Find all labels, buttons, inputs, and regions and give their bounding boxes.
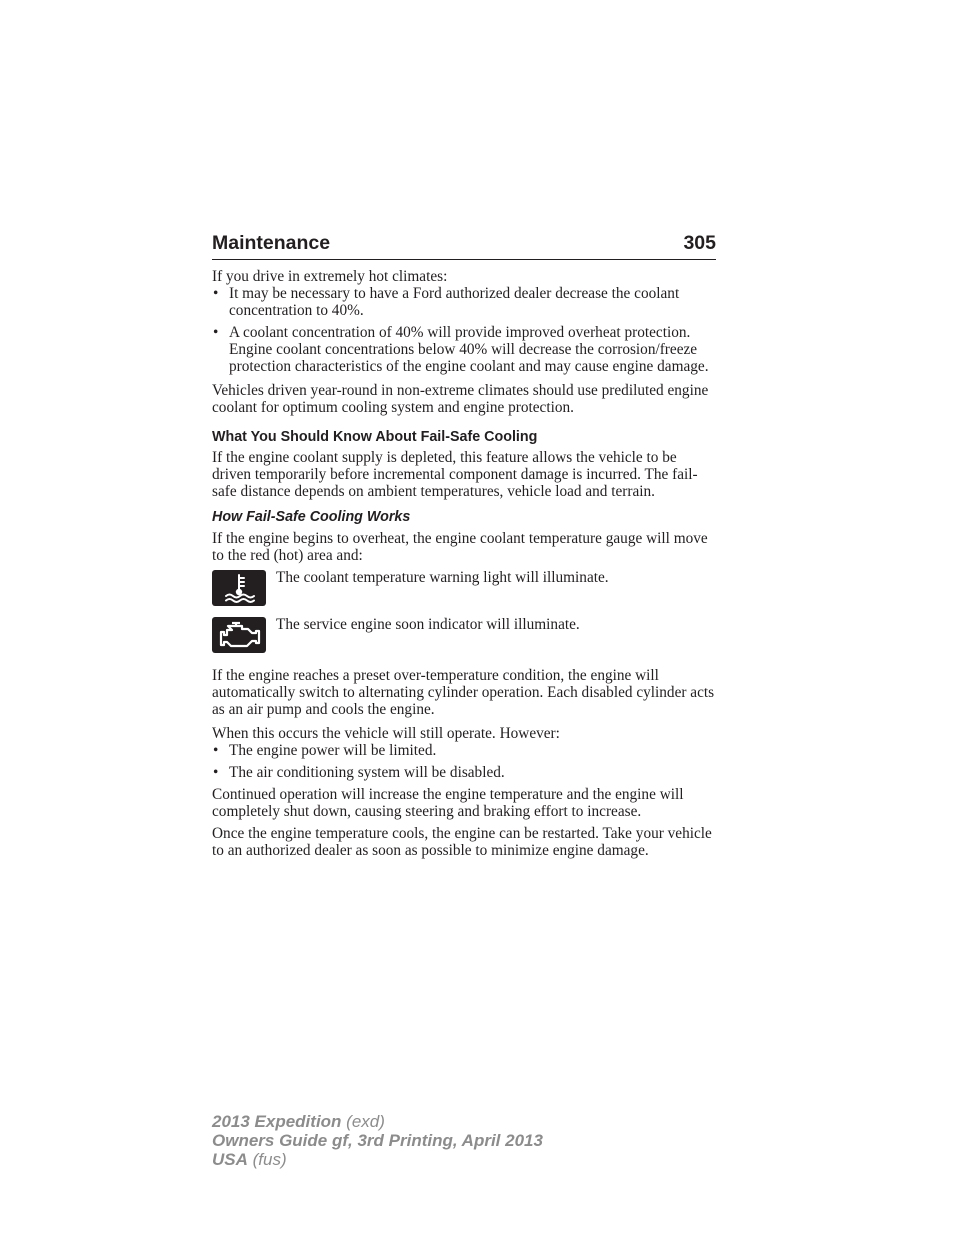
- footer-model-code: (exd): [346, 1112, 385, 1131]
- non-extreme-paragraph: Vehicles driven year-round in non-extreme climates should use prediluted engine coolant for optimum cooling system and engine protection.: [212, 381, 709, 416]
- intro-paragraph: If you drive in extremely hot climates:: [212, 268, 448, 285]
- footer-market-line: [212, 1150, 543, 1169]
- still-operate-paragraph: When this occurs the vehicle will still operate. However:: [212, 724, 560, 742]
- list-item: • A coolant concentration of 40% will provide improved overheat protection. Engine coolant concentrations below 40% will decrease the corrosion/freeze protection characteristics of the engine coolant and may cause engine damage.: [212, 325, 716, 375]
- engine-indicator-text: The service engine soon indicator will illuminate.: [276, 616, 580, 634]
- continued-paragraph: Continued operation will increase the engine temperature and the engine will completely shut down, causing steering and braking effort to increase.: [212, 786, 684, 820]
- coolant-temperature-warning-icon: [212, 570, 266, 606]
- list-item: • The air conditioning system will be disabled.: [212, 765, 716, 782]
- indicator-row-coolant: [212, 570, 716, 606]
- check-engine-icon: [212, 617, 266, 653]
- hot-climate-list: [212, 286, 716, 376]
- list-item: • The engine power will be limited.: [212, 743, 716, 760]
- operation-list: [212, 743, 716, 783]
- failsafe-paragraph: If the engine coolant supply is depleted, this feature allows the vehicle to be driven temporarily before incremental component damage is incurred. The fail-safe distance depends on ambient temperatures, vehicle load and terrain.: [212, 449, 698, 500]
- footer-model-line: [212, 1112, 543, 1131]
- failsafe-heading: What You Should Know About Fail-Safe Cooling: [212, 429, 538, 446]
- cylinder-paragraph: If the engine reaches a preset over-temperature condition, the engine will automatically switch to alternating cylinder operation. Each disabled cylinder acts as an air pump and cools the engine.: [212, 667, 715, 718]
- page-content: [212, 228, 716, 859]
- page-footer: [212, 1112, 543, 1169]
- cools-paragraph: Once the engine temperature cools, the engine can be restarted. Take your vehicle to an authorized dealer as soon as possible to minimize engine damage.: [212, 824, 712, 859]
- indicator-row-engine: [212, 617, 716, 653]
- footer-guide: Owners Guide gf, 3rd Printing, April 2013: [212, 1131, 543, 1150]
- how-it-works-heading: How Fail-Safe Cooling Works: [212, 508, 411, 525]
- footer-market-code: (fus): [252, 1150, 287, 1169]
- section-title: Maintenance: [212, 232, 331, 254]
- coolant-indicator-text: The coolant temperature warning light will illuminate.: [276, 569, 609, 587]
- page-header: [212, 228, 716, 260]
- footer-model: 2013 Expedition: [212, 1112, 342, 1131]
- page-number: 305: [683, 232, 716, 254]
- list-item: • It may be necessary to have a Ford authorized dealer decrease the coolant concentration to 40%.: [212, 286, 716, 320]
- footer-market: USA: [212, 1150, 248, 1169]
- overheat-paragraph: If the engine begins to overheat, the engine coolant temperature gauge will move to the red (hot) area and:: [212, 529, 708, 564]
